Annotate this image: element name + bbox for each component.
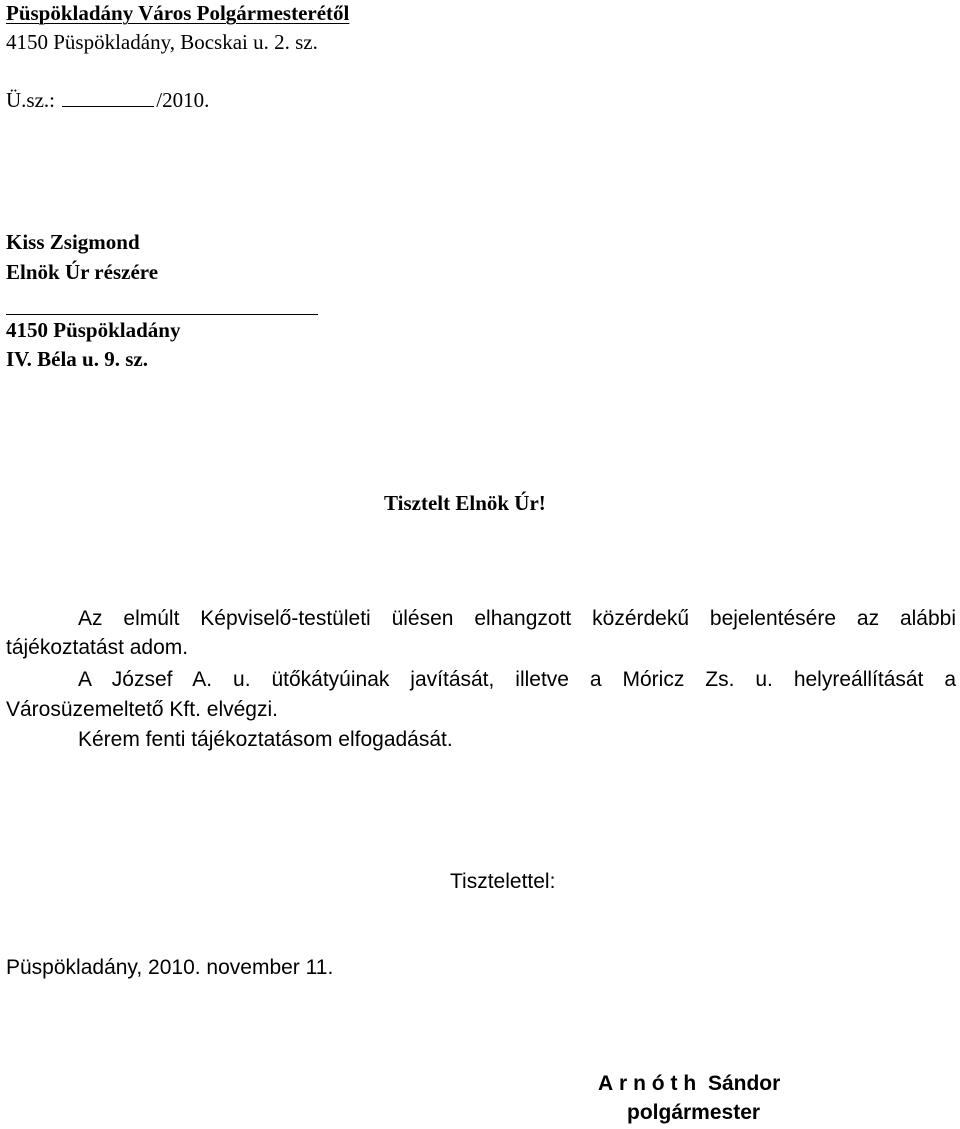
reference-line	[6, 88, 209, 111]
body-paragraph-2-line-2: Városüzemeltető Kft. elvégzi.	[6, 698, 278, 721]
recipient-divider	[6, 314, 318, 315]
sender-name: Püspökladány Város Polgármesterétől	[6, 1, 350, 25]
body-paragraph-2-line-1: A József A. u. ütőkátyúinak javítását, illetve a Móricz Zs. u. helyreállítását a	[78, 668, 956, 691]
signatory-title: polgármester	[627, 1101, 761, 1124]
recipient-city: 4150 Püspökladány	[6, 318, 181, 342]
body-paragraph-3: Kérem fenti tájékoztatásom elfogadását.	[78, 728, 453, 751]
recipient-street: IV. Béla u. 9. sz.	[6, 347, 148, 371]
signatory-name	[598, 1073, 780, 1094]
reference-suffix: /2010.	[156, 88, 210, 112]
reference-blank	[62, 88, 154, 107]
body-paragraph-1-line-2: tájékoztatást adom.	[6, 636, 189, 659]
reference-label: Ü.sz.:	[6, 88, 55, 112]
sender-address: 4150 Püspökladány, Bocskai u. 2. sz.	[6, 30, 318, 54]
body-paragraph-1-line-1: Az elmúlt Képviselő-testületi ülésen elhangzott közérdekű bejelentésére az alábbi	[78, 607, 956, 630]
place-date: Püspökladány, 2010. november 11.	[6, 956, 334, 979]
closing: Tisztelettel:	[450, 870, 556, 893]
recipient-name: Kiss Zsigmond	[6, 230, 140, 254]
signatory-name-spaced: Arnóth	[598, 1072, 703, 1095]
salutation: Tisztelt Elnök Úr!	[384, 491, 546, 515]
signatory-name-rest: Sándor	[707, 1072, 781, 1095]
recipient-title: Elnök Úr részére	[6, 260, 159, 284]
